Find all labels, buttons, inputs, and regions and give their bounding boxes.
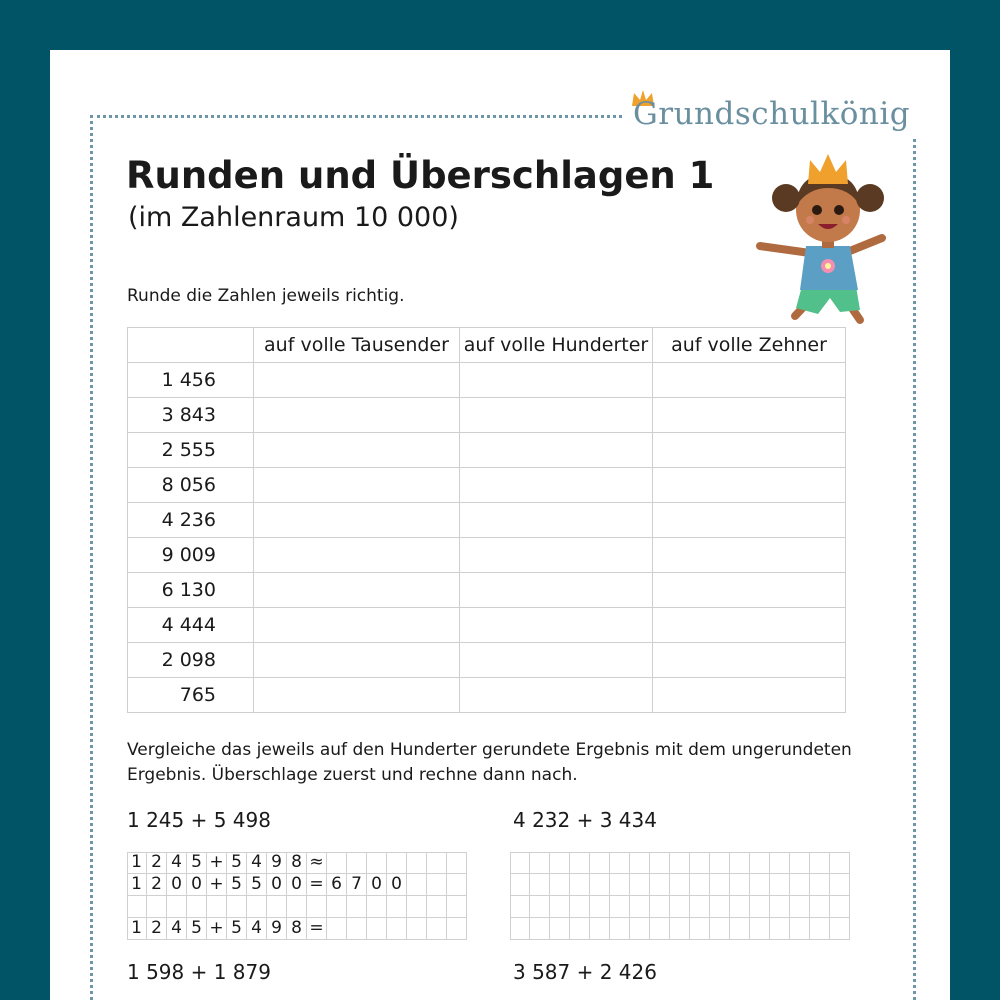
grid-cell[interactable]: 0 — [367, 874, 387, 896]
grid-cell[interactable] — [447, 918, 467, 940]
grid-cell[interactable] — [407, 918, 427, 940]
grid-cell[interactable] — [790, 918, 810, 940]
grid-cell[interactable] — [530, 896, 550, 918]
answer-cell[interactable] — [460, 363, 653, 398]
grid-cell[interactable]: 8 — [287, 918, 307, 940]
grid-cell[interactable] — [387, 918, 407, 940]
answer-cell[interactable] — [460, 468, 653, 503]
work-grid-1 — [127, 852, 467, 940]
grid-cell[interactable] — [690, 852, 710, 874]
grid-cell[interactable] — [510, 918, 530, 940]
grid-cell[interactable] — [630, 918, 650, 940]
grid-cell[interactable] — [407, 874, 427, 896]
grid-cell[interactable]: 6 — [327, 874, 347, 896]
answer-cell[interactable] — [460, 503, 653, 538]
answer-cell[interactable] — [254, 678, 460, 713]
grid-cell[interactable] — [610, 874, 630, 896]
grid-cell[interactable]: 5 — [187, 918, 207, 940]
grid-cell[interactable] — [590, 852, 610, 874]
table-row — [128, 573, 846, 608]
grid-cell[interactable] — [630, 896, 650, 918]
grid-cell[interactable] — [730, 896, 750, 918]
grid-cell[interactable] — [810, 896, 830, 918]
table-row — [128, 433, 846, 468]
grid-cell[interactable] — [830, 874, 850, 896]
grid-cell[interactable] — [630, 852, 650, 874]
answer-cell[interactable] — [653, 573, 846, 608]
grid-cell[interactable] — [830, 896, 850, 918]
grid-cell[interactable]: 2 — [147, 918, 167, 940]
grid-cell[interactable] — [670, 918, 690, 940]
grid-cell[interactable] — [327, 852, 347, 874]
grid-cell[interactable] — [550, 896, 570, 918]
task2-instruction-line2: Ergebnis. Überschlage zuerst und rechne dann nach. — [127, 765, 578, 785]
grid-cell[interactable] — [770, 896, 790, 918]
grid-cell[interactable] — [530, 852, 550, 874]
answer-cell[interactable] — [653, 608, 846, 643]
grid-cell[interactable] — [790, 874, 810, 896]
grid-cell[interactable] — [710, 918, 730, 940]
grid-cell[interactable] — [387, 852, 407, 874]
answer-cell[interactable] — [653, 468, 846, 503]
grid-cell[interactable] — [247, 896, 267, 918]
problem-1: 1 245 + 5 498 — [127, 808, 271, 832]
grid-cell[interactable] — [427, 852, 447, 874]
grid-cell[interactable] — [427, 874, 447, 896]
grid-cell[interactable] — [810, 874, 830, 896]
grid-cell[interactable] — [650, 918, 670, 940]
grid-cell[interactable]: 0 — [167, 874, 187, 896]
table-row — [128, 503, 846, 538]
grid-cell[interactable] — [590, 874, 610, 896]
grid-cell[interactable] — [287, 896, 307, 918]
table-header: auf volle Hunderter — [460, 328, 653, 363]
grid-cell[interactable] — [650, 852, 670, 874]
grid-cell[interactable] — [830, 852, 850, 874]
number-cell: 4 236 — [128, 503, 254, 538]
table-header: auf volle Zehner — [653, 328, 846, 363]
rounding-table — [127, 327, 846, 713]
grid-cell[interactable] — [167, 896, 187, 918]
grid-cell[interactable] — [227, 896, 247, 918]
grid-cell[interactable]: 4 — [247, 918, 267, 940]
grid-cell[interactable]: 0 — [267, 874, 287, 896]
grid-cell[interactable] — [590, 896, 610, 918]
answer-cell[interactable] — [653, 433, 846, 468]
grid-cell[interactable] — [630, 874, 650, 896]
grid-cell[interactable]: 5 — [227, 918, 247, 940]
grid-cell[interactable] — [610, 852, 630, 874]
answer-cell[interactable] — [254, 643, 460, 678]
number-cell: 2 098 — [128, 643, 254, 678]
answer-cell[interactable] — [254, 398, 460, 433]
answer-cell[interactable] — [653, 503, 846, 538]
number-cell: 4 444 — [128, 608, 254, 643]
number-cell: 6 130 — [128, 573, 254, 608]
number-cell: 1 456 — [128, 363, 254, 398]
table-row — [128, 608, 846, 643]
brand-name: Grundschulkönig — [633, 96, 911, 132]
table-row — [128, 363, 846, 398]
answer-cell[interactable] — [653, 538, 846, 573]
grid-cell[interactable]: 9 — [267, 918, 287, 940]
grid-cell[interactable] — [447, 896, 467, 918]
grid-cell[interactable] — [790, 896, 810, 918]
grid-cell[interactable] — [610, 896, 630, 918]
answer-cell[interactable] — [653, 643, 846, 678]
grid-cell[interactable] — [750, 852, 770, 874]
problem-3: 1 598 + 1 879 — [127, 960, 271, 984]
answer-cell[interactable] — [460, 538, 653, 573]
answer-cell[interactable] — [460, 678, 653, 713]
grid-cell[interactable] — [810, 852, 830, 874]
grid-cell[interactable] — [690, 918, 710, 940]
grid-cell[interactable] — [447, 874, 467, 896]
answer-cell[interactable] — [653, 678, 846, 713]
grid-cell[interactable] — [510, 896, 530, 918]
grid-cell[interactable]: + — [207, 918, 227, 940]
grid-cell[interactable]: = — [307, 874, 327, 896]
grid-cell[interactable] — [407, 852, 427, 874]
table-row — [128, 538, 846, 573]
work-grid-2 — [510, 852, 850, 940]
task2-instruction-line1: Vergleiche das jeweils auf den Hunderter gerundete Ergebnis mit dem ungerundeten — [127, 740, 852, 760]
grid-cell[interactable] — [327, 918, 347, 940]
grid-cell[interactable] — [427, 896, 447, 918]
grid-cell[interactable] — [347, 896, 367, 918]
table-header-row — [128, 328, 846, 363]
problem-4: 3 587 + 2 426 — [513, 960, 657, 984]
answer-cell[interactable] — [254, 503, 460, 538]
answer-cell[interactable] — [254, 468, 460, 503]
grid-cell[interactable] — [367, 918, 387, 940]
grid-cell[interactable] — [790, 852, 810, 874]
grid-cell[interactable]: 0 — [387, 874, 407, 896]
grid-cell[interactable] — [730, 874, 750, 896]
table-row — [128, 678, 846, 713]
table-row — [128, 398, 846, 433]
answer-cell[interactable] — [254, 363, 460, 398]
grid-cell[interactable] — [830, 918, 850, 940]
task1-instruction: Runde die Zahlen jeweils richtig. — [127, 286, 405, 306]
grid-cell[interactable]: 0 — [187, 874, 207, 896]
grid-cell[interactable]: 5 — [187, 852, 207, 874]
grid-cell[interactable] — [267, 896, 287, 918]
grid-cell[interactable] — [550, 918, 570, 940]
page-subtitle: (im Zahlenraum 10 000) — [128, 202, 459, 233]
grid-cell[interactable] — [127, 896, 147, 918]
grid-cell[interactable] — [650, 874, 670, 896]
grid-cell[interactable]: 7 — [347, 874, 367, 896]
grid-cell[interactable] — [610, 918, 630, 940]
answer-cell[interactable] — [254, 573, 460, 608]
answer-cell[interactable] — [460, 573, 653, 608]
grid-cell[interactable] — [367, 852, 387, 874]
number-cell: 9 009 — [128, 538, 254, 573]
grid-cell[interactable] — [347, 852, 367, 874]
grid-cell[interactable] — [710, 874, 730, 896]
page-title: Runden und Überschlagen 1 — [126, 154, 715, 197]
grid-cell[interactable]: + — [207, 852, 227, 874]
grid-cell[interactable] — [147, 896, 167, 918]
grid-cell[interactable]: 8 — [287, 852, 307, 874]
grid-cell[interactable] — [447, 852, 467, 874]
grid-cell[interactable] — [670, 874, 690, 896]
grid-cell[interactable] — [407, 896, 427, 918]
answer-cell[interactable] — [254, 433, 460, 468]
grid-cell[interactable] — [530, 918, 550, 940]
grid-cell[interactable] — [810, 918, 830, 940]
table-header — [128, 328, 254, 363]
grid-cell[interactable] — [427, 918, 447, 940]
number-cell: 765 — [128, 678, 254, 713]
grid-cell[interactable] — [510, 874, 530, 896]
table-row — [128, 643, 846, 678]
grid-cell[interactable]: 4 — [167, 918, 187, 940]
answer-cell[interactable] — [460, 398, 653, 433]
grid-cell[interactable]: 1 — [127, 852, 147, 874]
grid-cell[interactable]: 4 — [247, 852, 267, 874]
answer-cell[interactable] — [653, 398, 846, 433]
grid-cell[interactable] — [690, 896, 710, 918]
grid-cell[interactable]: 1 — [127, 918, 147, 940]
grid-cell[interactable] — [770, 874, 790, 896]
grid-cell[interactable] — [550, 874, 570, 896]
grid-cell[interactable]: 2 — [147, 874, 167, 896]
grid-cell[interactable] — [570, 918, 590, 940]
grid-cell[interactable] — [730, 918, 750, 940]
grid-cell[interactable] — [387, 896, 407, 918]
grid-cell[interactable]: 2 — [147, 852, 167, 874]
grid-cell[interactable]: 5 — [247, 874, 267, 896]
answer-cell[interactable] — [460, 433, 653, 468]
number-cell: 3 843 — [128, 398, 254, 433]
grid-cell[interactable] — [570, 874, 590, 896]
answer-cell[interactable] — [653, 363, 846, 398]
grid-cell[interactable] — [327, 896, 347, 918]
grid-cell[interactable] — [530, 874, 550, 896]
number-cell: 2 555 — [128, 433, 254, 468]
grid-cell[interactable] — [730, 852, 750, 874]
number-cell: 8 056 — [128, 468, 254, 503]
grid-cell[interactable]: 5 — [227, 874, 247, 896]
grid-cell[interactable] — [650, 896, 670, 918]
grid-cell[interactable] — [307, 896, 327, 918]
grid-cell[interactable] — [690, 874, 710, 896]
grid-cell[interactable]: = — [307, 918, 327, 940]
brand-logo — [625, 88, 925, 138]
grid-cell[interactable] — [367, 896, 387, 918]
table-row — [128, 468, 846, 503]
answer-cell[interactable] — [460, 643, 653, 678]
grid-cell[interactable]: 4 — [167, 852, 187, 874]
answer-cell[interactable] — [460, 608, 653, 643]
answer-cell[interactable] — [254, 608, 460, 643]
girl-illustration — [750, 138, 890, 328]
grid-cell[interactable] — [710, 896, 730, 918]
grid-cell[interactable] — [207, 896, 227, 918]
grid-cell[interactable] — [590, 918, 610, 940]
grid-cell[interactable] — [187, 896, 207, 918]
worksheet — [50, 50, 950, 1000]
grid-cell[interactable] — [570, 896, 590, 918]
grid-cell[interactable] — [770, 852, 790, 874]
grid-cell[interactable] — [750, 874, 770, 896]
grid-cell[interactable] — [750, 896, 770, 918]
grid-cell[interactable]: + — [207, 874, 227, 896]
grid-cell[interactable] — [710, 852, 730, 874]
grid-cell[interactable] — [550, 852, 570, 874]
grid-cell[interactable] — [770, 918, 790, 940]
grid-cell[interactable]: 1 — [127, 874, 147, 896]
problem-2: 4 232 + 3 434 — [513, 808, 657, 832]
grid-cell[interactable]: 5 — [227, 852, 247, 874]
grid-cell[interactable] — [570, 852, 590, 874]
table-header: auf volle Tausender — [254, 328, 460, 363]
grid-cell[interactable] — [670, 896, 690, 918]
grid-cell[interactable]: ≈ — [307, 852, 327, 874]
grid-cell[interactable]: 9 — [267, 852, 287, 874]
grid-cell[interactable] — [670, 852, 690, 874]
grid-cell[interactable] — [347, 918, 367, 940]
grid-cell[interactable] — [750, 918, 770, 940]
answer-cell[interactable] — [254, 538, 460, 573]
grid-cell[interactable] — [510, 852, 530, 874]
grid-cell[interactable]: 0 — [287, 874, 307, 896]
